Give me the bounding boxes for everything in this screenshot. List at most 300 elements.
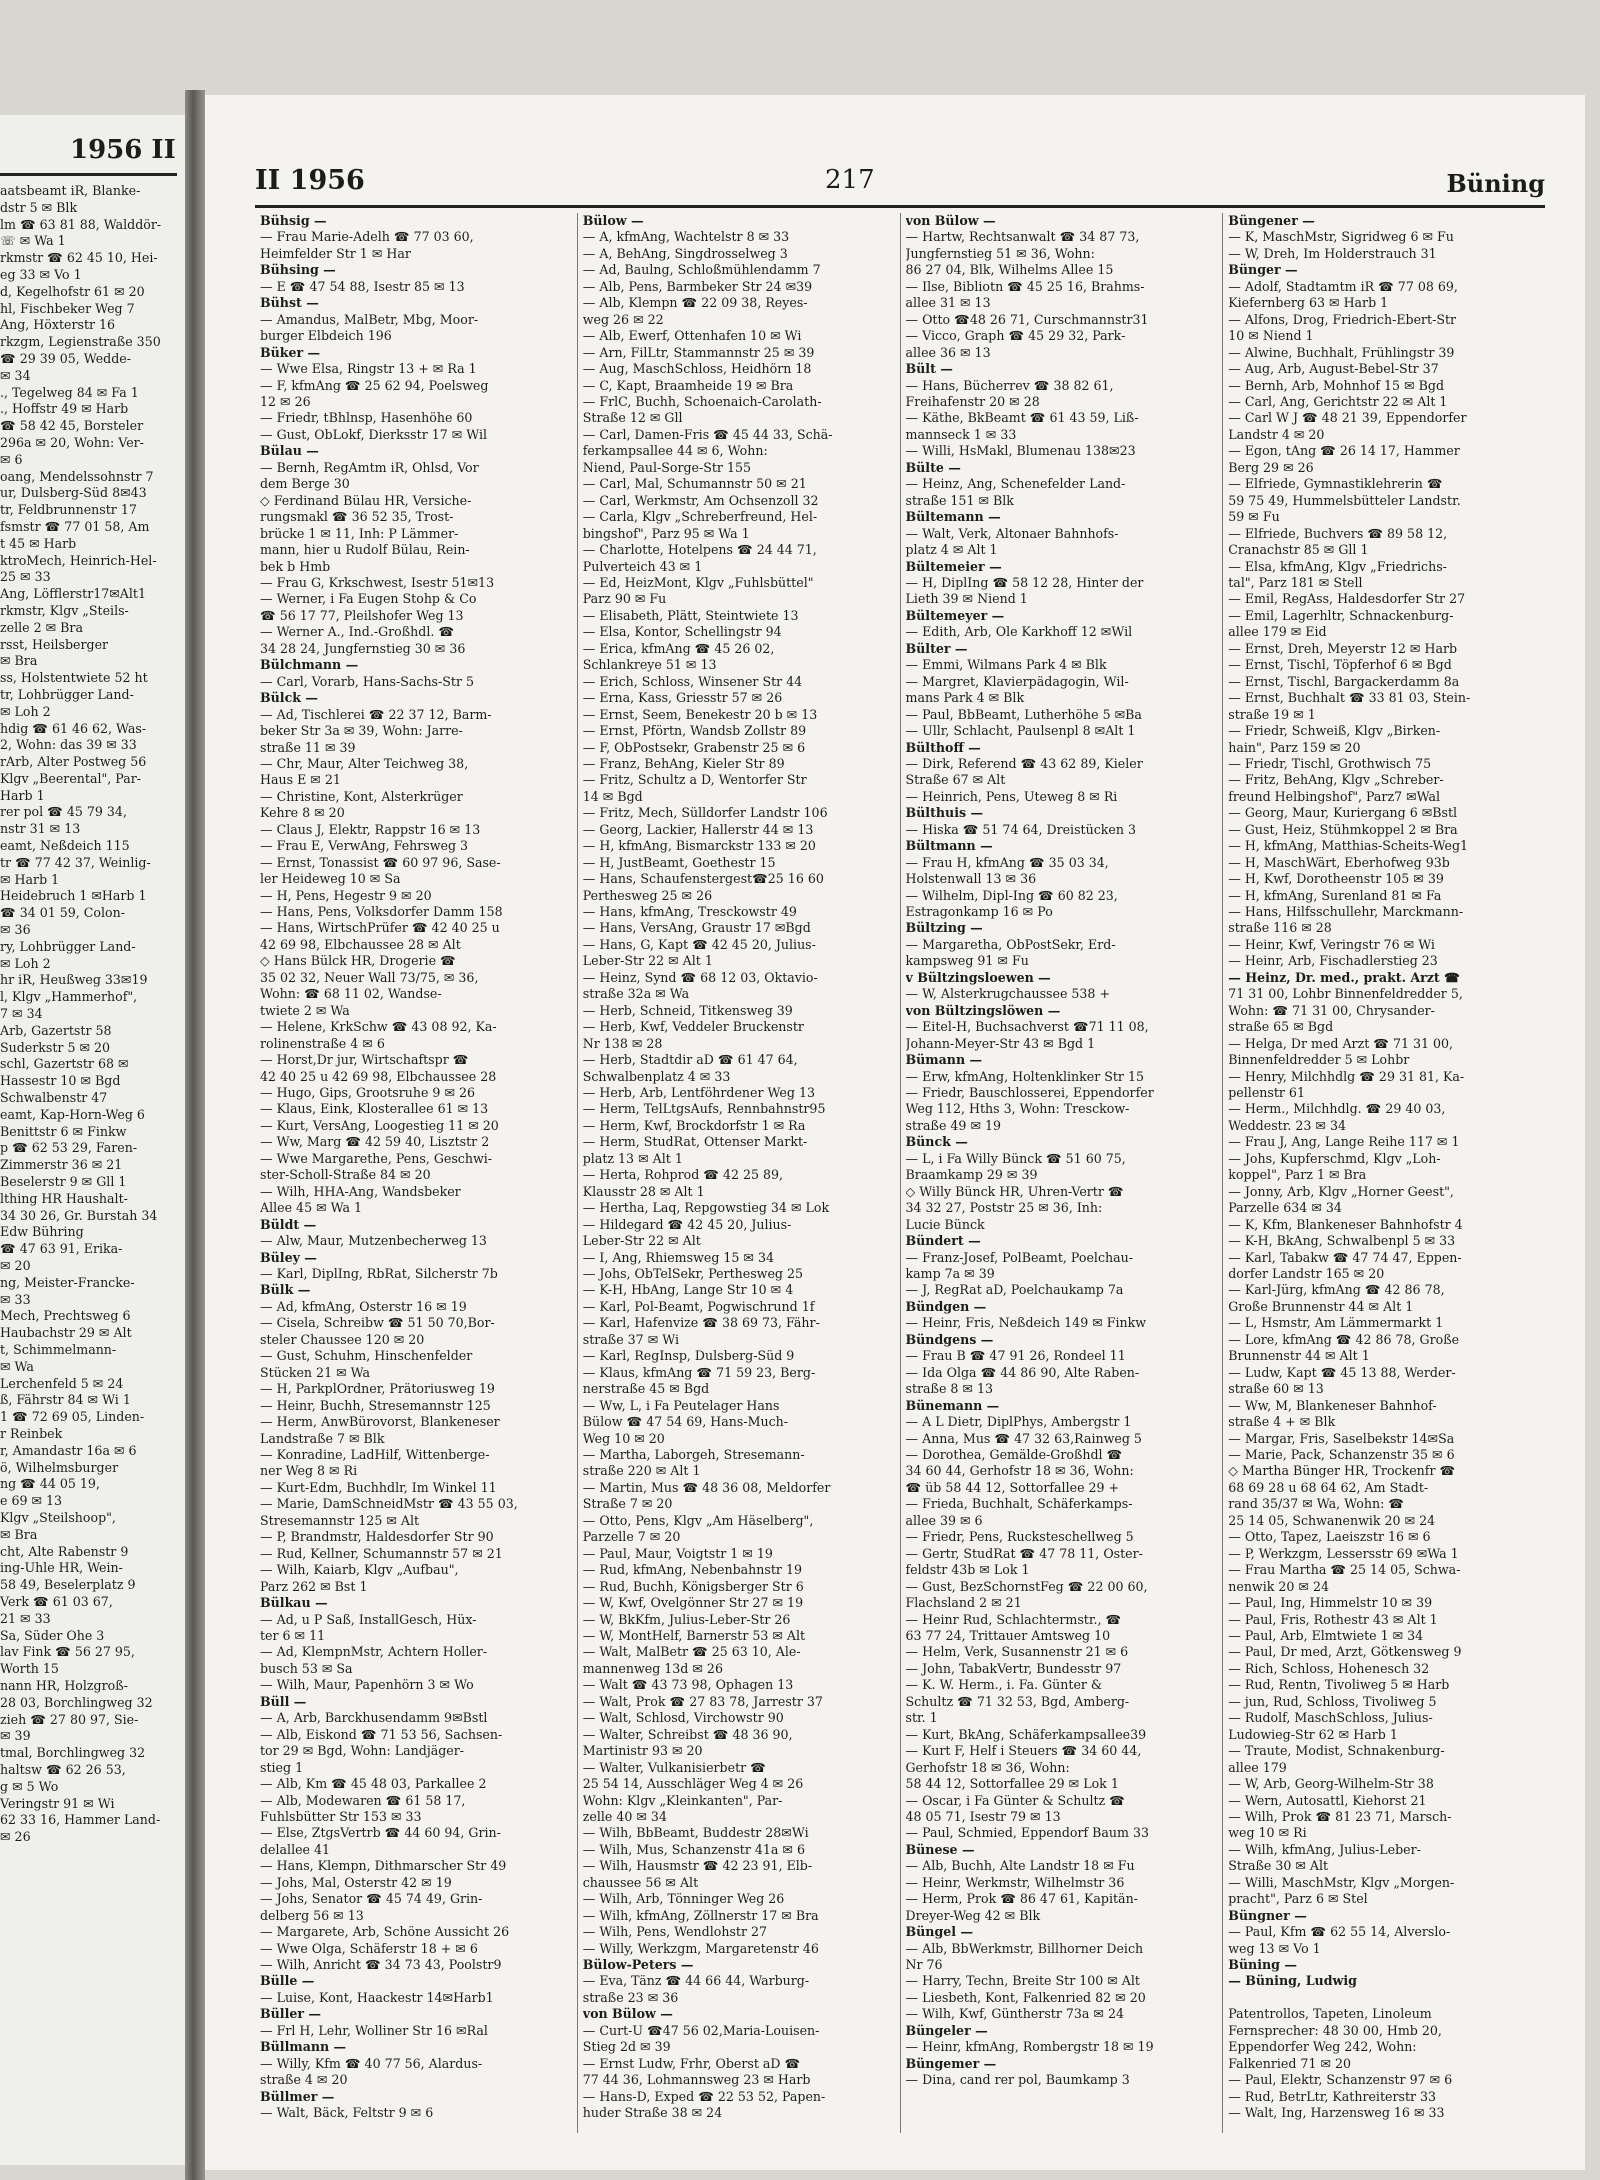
page-number: 217 bbox=[825, 165, 875, 195]
surname-heading: Bültemeier — bbox=[905, 558, 1002, 574]
surname-heading: Büngeler — bbox=[905, 2022, 988, 2038]
directory-entry: beker Str 3a ✉ 39, Wohn: Jarre- bbox=[260, 723, 463, 739]
previous-page-line: Schwalbenstr 47 bbox=[0, 1090, 108, 1106]
directory-entry: — Gust, ObLokf, Dierksstr 17 ✉ Wil bbox=[260, 426, 488, 442]
directory-entry: — Dorothea, Gemälde-Großhdl ☎ bbox=[905, 1446, 1123, 1462]
directory-entry: mann, hier u Rudolf Bülau, Rein- bbox=[260, 542, 470, 558]
directory-entry: — Liesbeth, Kont, Falkenried 82 ✉ 20 bbox=[905, 1989, 1146, 2005]
previous-page-line: rer pol ☎ 45 79 34, bbox=[0, 804, 127, 820]
directory-entry: 77 44 36, Lohmannsweg 23 ✉ Harb bbox=[582, 2072, 811, 2088]
directory-entry: mannseck 1 ✉ 33 bbox=[905, 426, 1017, 442]
directory-entry: — Karl, Hafenvize ☎ 38 69 73, Fähr- bbox=[582, 1315, 820, 1331]
directory-entry: Landstr 4 ✉ 20 bbox=[1228, 426, 1325, 442]
surname-heading: von Bülow — bbox=[905, 213, 996, 228]
previous-page-line: 58 49, Beselerplatz 9 bbox=[0, 1577, 136, 1593]
previous-page-line: tr, Feldbrunnenstr 17 bbox=[0, 502, 137, 518]
previous-page-line: Harb 1 bbox=[0, 787, 45, 803]
directory-entry: — Elfriede, Buchvers ☎ 89 58 12, bbox=[1228, 525, 1448, 541]
directory-entry: — A, BehAng, Singdrosselweg 3 bbox=[582, 245, 788, 261]
previous-page-line: ☎ 34 01 59, Colon- bbox=[0, 905, 125, 921]
directory-entry: 86 27 04, Blk, Wilhelms Allee 15 bbox=[905, 262, 1114, 278]
directory-entry: — Alw, Maur, Mutzenbecherweg 13 bbox=[260, 1233, 487, 1249]
directory-entry: — Cisela, Schreibw ☎ 51 50 70,Bor- bbox=[260, 1315, 495, 1331]
directory-entry: — Frau J, Ang, Lange Reihe 117 ✉ 1 bbox=[1228, 1134, 1460, 1150]
directory-entry: Straße 67 ✉ Alt bbox=[905, 772, 1006, 788]
directory-entry: — Hildegard ☎ 42 45 20, Julius- bbox=[582, 1216, 792, 1232]
directory-entry: — Otto, Pens, Klgv „Am Häselberg", bbox=[582, 1512, 814, 1528]
directory-entry: — Helga, Dr med Arzt ☎ 71 31 00, bbox=[1228, 1035, 1454, 1051]
surname-heading: Bündgens — bbox=[905, 1331, 994, 1347]
directory-entry: weg 10 ✉ Ri bbox=[1228, 1825, 1307, 1841]
directory-entry: — F, kfmAng ☎ 25 62 94, Poelsweg bbox=[260, 377, 489, 393]
surname-heading: Bülthuis — bbox=[905, 805, 984, 821]
directory-entry: — Alb, Modewaren ☎ 61 58 17, bbox=[260, 1792, 466, 1808]
surname-heading: Bülter — bbox=[905, 640, 968, 656]
directory-entry: — Werner, i Fa Eugen Stohp & Co bbox=[260, 591, 477, 607]
previous-page-line: nstr 31 ✉ 13 bbox=[0, 821, 81, 837]
page-header bbox=[255, 165, 1545, 205]
directory-entry: — Fritz, Mech, Sülldorfer Landstr 106 bbox=[582, 805, 828, 821]
directory-entry: Straße 30 ✉ Alt bbox=[1228, 1858, 1329, 1874]
directory-entry: — Aug, MaschSchloss, Heidhörn 18 bbox=[582, 361, 812, 377]
directory-entry: Klausstr 28 ✉ Alt 1 bbox=[582, 1183, 705, 1199]
directory-page bbox=[205, 95, 1585, 2170]
surname-heading: Bünck — bbox=[905, 1134, 968, 1150]
directory-entry: — Rudolf, MaschSchloss, Julius- bbox=[1228, 1710, 1433, 1726]
directory-entry: 25 54 14, Ausschläger Weg 4 ✉ 26 bbox=[582, 1776, 804, 1792]
directory-entry: feldstr 43b ✉ Lok 1 bbox=[905, 1562, 1030, 1578]
directory-entry: — I, Ang, Rhiemsweg 15 ✉ 34 bbox=[582, 1249, 774, 1265]
directory-entry: twiete 2 ✉ Wa bbox=[260, 1002, 350, 1018]
previous-page-line: r, Amandastr 16a ✉ 6 bbox=[0, 1442, 137, 1458]
directory-entry: — Carl, Mal, Schumannstr 50 ✉ 21 bbox=[582, 476, 807, 492]
directory-entry: Straße 12 ✉ Gll bbox=[582, 410, 683, 426]
surname-heading: Bühst — bbox=[260, 295, 319, 311]
previous-page-line: zieh ☎ 27 80 97, Sie- bbox=[0, 1711, 139, 1727]
directory-entry: — Herb, Schneid, Titkensweg 39 bbox=[582, 1002, 793, 1018]
directory-entry: — Hans, Hilfsschullehr, Marckmann- bbox=[1228, 904, 1464, 920]
directory-entry: — Martha, Laborgeh, Stresemann- bbox=[582, 1446, 805, 1462]
directory-entry: — Kurt F, Helf i Steuers ☎ 34 60 44, bbox=[905, 1743, 1142, 1759]
directory-entry: — Wilh, Kaiarb, Klgv „Aufbau", bbox=[260, 1562, 459, 1578]
previous-page-line: lm ☎ 63 81 88, Walddör- bbox=[0, 216, 162, 232]
directory-entry: — Friedr, Pens, Rucksteschellweg 5 bbox=[905, 1529, 1134, 1545]
directory-entry: — Hugo, Gips, Grootsruhe 9 ✉ 26 bbox=[260, 1085, 476, 1101]
directory-entry: — Wwe Margarethe, Pens, Geschwi- bbox=[260, 1150, 493, 1166]
directory-entry: — Ida Olga ☎ 44 86 90, Alte Raben- bbox=[905, 1364, 1140, 1380]
directory-entry: delberg 56 ✉ 13 bbox=[260, 1907, 364, 1923]
directory-entry: Binnenfeldredder 5 ✉ Lohbr bbox=[1228, 1052, 1410, 1068]
directory-entry: — Heinr, Arb, Fischadlerstieg 23 bbox=[1228, 953, 1438, 969]
previous-page-line: e 69 ✉ 13 bbox=[0, 1493, 63, 1509]
directory-entry: — Wilh, kfmAng, Zöllnerstr 17 ✉ Bra bbox=[582, 1907, 819, 1923]
directory-entry: — Walt, Prok ☎ 27 83 78, Jarrestr 37 bbox=[582, 1693, 823, 1709]
directory-entry: chaussee 56 ✉ Alt bbox=[582, 1874, 699, 1890]
directory-entry: — Gertr, StudRat ☎ 47 78 11, Oster- bbox=[905, 1545, 1143, 1561]
directory-entry: — Horst,Dr jur, Wirtschaftspr ☎ bbox=[260, 1052, 469, 1068]
previous-page-line: ✉ 34 bbox=[0, 367, 31, 383]
directory-entry: — Carl, Damen-Fris ☎ 45 44 33, Schä- bbox=[582, 426, 833, 442]
directory-entry: dem Berge 30 bbox=[260, 476, 350, 492]
directory-entry: — Traute, Modist, Schnakenburg- bbox=[1228, 1743, 1445, 1759]
previous-page-line: ö, Wilhelmsburger bbox=[0, 1459, 119, 1475]
directory-entry: — Hans, WirtschPrüfer ☎ 42 40 25 u bbox=[260, 920, 500, 936]
directory-entry: — Ernst, Seem, Benekestr 20 b ✉ 13 bbox=[582, 706, 818, 722]
surname-heading: Bünger — bbox=[1228, 262, 1298, 278]
directory-columns bbox=[255, 213, 1545, 2133]
directory-entry: — Margar, Fris, Saselbekstr 14✉Sa bbox=[1228, 1430, 1455, 1446]
directory-entry: tal", Parz 181 ✉ Stell bbox=[1228, 574, 1363, 590]
directory-entry: — Frau G, Krkschwest, Isestr 51✉13 bbox=[260, 574, 495, 590]
directory-entry: 58 44 12, Sottorfallee 29 ✉ Lok 1 bbox=[905, 1776, 1119, 1792]
directory-entry: — Ad, Tischlerei ☎ 22 37 12, Barm- bbox=[260, 706, 492, 722]
directory-entry: — Luise, Kont, Haackestr 14✉Harb1 bbox=[260, 1989, 494, 2005]
directory-entry: — H, kfmAng, Bismarckstr 133 ✉ 20 bbox=[582, 838, 816, 854]
previous-page-line: ✉ Bra bbox=[0, 1526, 38, 1542]
directory-entry: — Carl, Ang, Gerichtstr 22 ✉ Alt 1 bbox=[1228, 393, 1448, 409]
directory-entry: stieg 1 bbox=[260, 1759, 304, 1775]
directory-entry: — Friedr, Schweiß, Klgv „Birken- bbox=[1228, 723, 1441, 739]
previous-page-line: 2, Wohn: das 39 ✉ 33 bbox=[0, 737, 137, 753]
directory-entry: — Wilhelm, Dipl-Ing ☎ 60 82 23, bbox=[905, 887, 1118, 903]
directory-entry: — Herm, Kwf, Brockdorfstr 1 ✉ Ra bbox=[582, 1117, 806, 1133]
directory-entry: 42 40 25 u 42 69 98, Elbchaussee 28 bbox=[260, 1068, 497, 1084]
previous-page-line: tmal, Borchlingweg 32 bbox=[0, 1745, 146, 1761]
directory-entry: Gerhofstr 18 ✉ 36, Wohn: bbox=[905, 1759, 1070, 1775]
previous-page-line: Beselerstr 9 ✉ Gll 1 bbox=[0, 1174, 127, 1190]
directory-entry: 14 ✉ Bgd bbox=[582, 788, 643, 804]
directory-entry: — Bernh, Arb, Mohnhof 15 ✉ Bgd bbox=[1228, 377, 1445, 393]
directory-entry: 59 ✉ Fu bbox=[1228, 509, 1280, 525]
previous-page-line: Ang, Löfflerstr17✉Alt1 bbox=[0, 586, 146, 602]
directory-entry: Parz 262 ✉ Bst 1 bbox=[260, 1578, 368, 1594]
directory-entry: — P, Werkzgm, Lessersstr 69 ✉Wa 1 bbox=[1228, 1545, 1459, 1561]
previous-page-line: ✉ 6 bbox=[0, 451, 23, 467]
directory-entry: — Heinr, Kwf, Veringstr 76 ✉ Wi bbox=[1228, 936, 1435, 952]
previous-page-line: aatsbeamt iR, Blanke- bbox=[0, 183, 141, 198]
directory-entry: — Emil, Lagerhltr, Schnackenburg- bbox=[1228, 607, 1454, 623]
previous-page-line: ktroMech, Heinrich-Hel- bbox=[0, 552, 157, 568]
directory-entry: — Hans, G, Kapt ☎ 42 45 20, Julius- bbox=[582, 936, 816, 952]
directory-entry: Wohn: Klgv „Kleinkanten", Par- bbox=[582, 1792, 783, 1808]
directory-entry: Falkenried 71 ✉ 20 bbox=[1228, 2055, 1352, 2071]
previous-page-line: Edw Bühring bbox=[0, 1224, 84, 1240]
previous-page-edge bbox=[0, 115, 186, 2165]
directory-entry: — Heinz, Dr. med., prakt. Arzt ☎ bbox=[1228, 969, 1460, 985]
directory-entry: — Erich, Schloss, Winsener Str 44 bbox=[582, 673, 803, 689]
previous-page-line: t, Schimmelmann- bbox=[0, 1341, 117, 1357]
directory-entry: — K, Kfm, Blankeneser Bahnhofstr 4 bbox=[1228, 1216, 1463, 1232]
directory-entry: — Heinr Rud, Schlachtermstr., ☎ bbox=[905, 1611, 1122, 1627]
directory-entry: Berg 29 ✉ 26 bbox=[1228, 459, 1314, 475]
previous-page-line: ss, Holstentwiete 52 ht bbox=[0, 670, 148, 686]
previous-page-line: t 45 ✉ Harb bbox=[0, 535, 77, 551]
directory-entry: — Ww, Marg ☎ 42 59 40, Lisztstr 2 bbox=[260, 1134, 490, 1150]
previous-page-line: ng ☎ 44 05 19, bbox=[0, 1476, 100, 1492]
directory-entry: — E ☎ 47 54 88, Isestr 85 ✉ 13 bbox=[260, 278, 465, 294]
directory-entry: — Marie, DamSchneidMstr ☎ 43 55 03, bbox=[260, 1496, 518, 1512]
directory-column bbox=[577, 213, 900, 2133]
directory-entry: tor 29 ✉ Bgd, Wohn: Landjäger- bbox=[260, 1743, 465, 1759]
directory-entry: — Friedr, tBhlnsp, Hasenhöhe 60 bbox=[260, 410, 473, 426]
directory-entry: — Oscar, i Fa Günter & Schultz ☎ bbox=[905, 1792, 1125, 1808]
directory-entry: — Elsa, Kontor, Schellingstr 94 bbox=[582, 624, 782, 640]
directory-entry: nenwik 20 ✉ 24 bbox=[1228, 1578, 1329, 1594]
directory-entry: 42 69 98, Elbchaussee 28 ✉ Alt bbox=[260, 936, 461, 952]
previous-page-line: ng, Meister-Francke- bbox=[0, 1274, 135, 1290]
directory-entry: ner Weg 8 ✉ Ri bbox=[260, 1463, 358, 1479]
directory-entry: Freihafenstr 20 ✉ 28 bbox=[905, 393, 1040, 409]
directory-entry: — Hans-D, Exped ☎ 22 53 52, Papen- bbox=[582, 2088, 826, 2104]
directory-entry: Haus E ✉ 21 bbox=[260, 772, 341, 788]
directory-entry: — Friedr, Tischl, Grothwisch 75 bbox=[1228, 755, 1432, 771]
directory-entry: — Wilh, Prok ☎ 81 23 71, Marsch- bbox=[1228, 1808, 1452, 1824]
previous-page-rule bbox=[0, 173, 177, 176]
previous-page-line: ß, Fährstr 84 ✉ Wi 1 bbox=[0, 1392, 131, 1408]
directory-entry: — Johs, Senator ☎ 45 74 49, Grin- bbox=[260, 1891, 483, 1907]
directory-entry: — Werner A., Ind.-Großhdl. ☎ bbox=[260, 624, 455, 640]
directory-entry: 59 75 49, Hummelsbütteler Landstr. bbox=[1228, 492, 1461, 508]
directory-entry: pellenstr 61 bbox=[1228, 1085, 1305, 1101]
directory-entry: — Friedr, Bauschlosserei, Eppendorfer bbox=[905, 1085, 1154, 1101]
directory-entry: — Ad, KlempnMstr, Achtern Holler- bbox=[260, 1644, 488, 1660]
directory-entry: ◇ Hans Bülck HR, Drogerie ☎ bbox=[260, 953, 456, 969]
directory-entry: Braamkamp 29 ✉ 39 bbox=[905, 1167, 1038, 1183]
directory-entry: — Walt, Bäck, Feltstr 9 ✉ 6 bbox=[260, 2105, 434, 2121]
directory-entry: ◇ Ferdinand Bülau HR, Versiche- bbox=[260, 492, 472, 508]
directory-entry: — Claus J, Elektr, Rappstr 16 ✉ 13 bbox=[260, 821, 481, 837]
directory-entry: — Elisabeth, Plätt, Steintwiete 13 bbox=[582, 607, 799, 623]
directory-entry: 10 ✉ Niend 1 bbox=[1228, 328, 1314, 344]
directory-entry: — Jonny, Arb, Klgv „Horner Geest", bbox=[1228, 1183, 1454, 1199]
directory-entry: — Ad, u P Saß, InstallGesch, Hüx- bbox=[260, 1611, 477, 1627]
directory-entry: Nr 138 ✉ 28 bbox=[582, 1035, 663, 1051]
directory-entry: — Rud, Buchh, Königsberger Str 6 bbox=[582, 1578, 804, 1594]
directory-entry: — Frieda, Buchhalt, Schäferkamps- bbox=[905, 1496, 1133, 1512]
surname-heading: Bümann — bbox=[905, 1052, 983, 1068]
directory-entry: — Paul, Arb, Elmtwiete 1 ✉ 34 bbox=[1228, 1627, 1424, 1643]
directory-entry: — Walt, Schlosd, Virchowstr 90 bbox=[582, 1710, 784, 1726]
previous-page-line: dstr 5 ✉ Blk bbox=[0, 199, 78, 215]
directory-entry: — Erw, kfmAng, Holtenklinker Str 15 bbox=[905, 1068, 1144, 1084]
book-gutter bbox=[185, 90, 205, 2180]
directory-entry: — Wilh, Kwf, Güntherstr 73a ✉ 24 bbox=[905, 2006, 1124, 2022]
previous-page-line: hr iR, Heußweg 33✉19 bbox=[0, 972, 148, 988]
directory-entry: — L, i Fa Willy Bünck ☎ 51 60 75, bbox=[905, 1150, 1126, 1166]
previous-page-line: oang, Mendelssohnstr 7 bbox=[0, 468, 154, 484]
surname-heading: Bültzing — bbox=[905, 920, 983, 936]
directory-entry: straße 116 ✉ 28 bbox=[1228, 920, 1332, 936]
previous-page-line: tr, Lohbrügger Land- bbox=[0, 686, 134, 702]
directory-entry: — Willi, MaschMstr, Klgv „Morgen- bbox=[1228, 1874, 1455, 1890]
directory-entry: Pulverteich 43 ✉ 1 bbox=[582, 558, 703, 574]
directory-entry: str. 1 bbox=[905, 1710, 938, 1726]
previous-page-line: 296a ✉ 20, Wohn: Ver- bbox=[0, 434, 144, 450]
directory-entry: — Hiska ☎ 51 74 64, Dreistücken 3 bbox=[905, 821, 1136, 837]
directory-entry: steler Chaussee 120 ✉ 20 bbox=[260, 1331, 425, 1347]
directory-entry bbox=[1228, 1990, 1540, 2006]
directory-entry: — Frau H, kfmAng ☎ 35 03 34, bbox=[905, 854, 1109, 870]
directory-column bbox=[255, 213, 577, 2133]
previous-page-line: ✉ Harb 1 bbox=[0, 871, 60, 887]
directory-entry: — Ed, HeizMont, Klgv „Fuhlsbüttel" bbox=[582, 574, 814, 590]
directory-entry: — Herm, StudRat, Ottenser Markt- bbox=[582, 1134, 808, 1150]
directory-entry: dorfer Landstr 165 ✉ 20 bbox=[1228, 1266, 1385, 1281]
directory-entry: — P, Brandmstr, Haldesdorfer Str 90 bbox=[260, 1529, 494, 1545]
directory-entry: — Heinrich, Pens, Uteweg 8 ✉ Ri bbox=[905, 788, 1118, 804]
directory-entry: — Chr, Maur, Alter Teichweg 38, bbox=[260, 755, 469, 771]
directory-entry: 35 02 32, Neuer Wall 73/75, ✉ 36, bbox=[260, 969, 479, 985]
surname-heading: Büngel — bbox=[905, 1924, 974, 1940]
directory-entry: — Heinz, Synd ☎ 68 12 03, Oktavio- bbox=[582, 969, 818, 985]
directory-entry: straße 65 ✉ Bgd bbox=[1228, 1019, 1334, 1035]
directory-entry: Stücken 21 ✉ Wa bbox=[260, 1364, 370, 1380]
surname-heading: Bühsig — bbox=[260, 213, 327, 228]
directory-entry: — Johs, Mal, Osterstr 42 ✉ 19 bbox=[260, 1874, 452, 1890]
directory-entry: — Paul, Dr med, Arzt, Götkensweg 9 bbox=[1228, 1644, 1462, 1660]
directory-entry: — W, Dreh, Im Holderstrauch 31 bbox=[1228, 245, 1437, 261]
directory-entry: — H, Kwf, Dorotheenstr 105 ✉ 39 bbox=[1228, 871, 1444, 887]
directory-entry: — Walt, Verk, Altonaer Bahnhofs- bbox=[905, 525, 1119, 541]
directory-entry: — Margarete, Arb, Schöne Aussicht 26 bbox=[260, 1924, 510, 1940]
previous-page-line: rArb, Alter Postweg 56 bbox=[0, 754, 147, 770]
directory-entry: — Wilh, BbBeamt, Buddestr 28✉Wi bbox=[582, 1825, 809, 1841]
directory-entry: ferkampsallee 44 ✉ 6, Wohn: bbox=[582, 443, 768, 459]
previous-page-line: p ☎ 62 53 29, Faren- bbox=[0, 1140, 138, 1156]
directory-entry: — Johs, Kupferschmd, Klgv „Loh- bbox=[1228, 1150, 1441, 1166]
directory-entry: Große Brunnenstr 44 ✉ Alt 1 bbox=[1228, 1298, 1414, 1314]
directory-entry: — Hans, Schaufenstergest☎25 16 60 bbox=[582, 871, 824, 887]
previous-page-line: nann HR, Holzgroß- bbox=[0, 1677, 128, 1693]
directory-entry: — Karl-Jürg, kfmAng ☎ 42 86 78, bbox=[1228, 1282, 1445, 1298]
directory-entry: — H, ParkplOrdner, Prätoriusweg 19 bbox=[260, 1381, 495, 1397]
directory-entry: Weg 10 ✉ 20 bbox=[582, 1430, 665, 1446]
directory-entry: — Gust, BezSchornstFeg ☎ 22 00 60, bbox=[905, 1578, 1148, 1594]
directory-entry: straße 11 ✉ 39 bbox=[260, 739, 356, 755]
directory-entry: 48 05 71, Isestr 79 ✉ 13 bbox=[905, 1808, 1061, 1824]
directory-entry: — A, kfmAng, Wachtelstr 8 ✉ 33 bbox=[582, 229, 790, 245]
directory-entry: — A, Arb, Barckhusendamm 9✉Bstl bbox=[260, 1710, 488, 1726]
page-header-keyword: Büning bbox=[1446, 169, 1545, 198]
directory-entry: — Hans, Bücherrev ☎ 38 82 61, bbox=[905, 377, 1114, 393]
directory-entry: — Walt, Ing, Harzensweg 16 ✉ 33 bbox=[1228, 2105, 1445, 2121]
directory-entry: — Emmi, Wilmans Park 4 ✉ Blk bbox=[905, 657, 1107, 673]
directory-entry: — Kurt-Edm, Buchhdlr, Im Winkel 11 bbox=[260, 1479, 497, 1495]
directory-entry: busch 53 ✉ Sa bbox=[260, 1660, 353, 1676]
directory-entry: — Otto, Tapez, Laeiszstr 16 ✉ 6 bbox=[1228, 1529, 1431, 1545]
directory-entry: — Bernh, RegAmtm iR, Ohlsd, Vor bbox=[260, 459, 479, 475]
previous-page-line: ur, Dulsberg-Süd 8✉43 bbox=[0, 485, 147, 501]
directory-entry: ster-Scholl-Straße 84 ✉ 20 bbox=[260, 1167, 431, 1183]
surname-heading: Büldt — bbox=[260, 1216, 317, 1232]
directory-entry: Stresemannstr 125 ✉ Alt bbox=[260, 1512, 420, 1528]
previous-page-line: Hassestr 10 ✉ Bgd bbox=[0, 1073, 121, 1089]
directory-entry: Martinistr 93 ✉ 20 bbox=[582, 1743, 703, 1759]
directory-entry: — Paul, Kfm ☎ 62 55 14, Alverslo- bbox=[1228, 1924, 1451, 1940]
directory-column bbox=[900, 213, 1223, 2133]
directory-entry: Weddestr. 23 ✉ 34 bbox=[1228, 1117, 1346, 1133]
previous-page-line: 28 03, Borchlingweg 32 bbox=[0, 1694, 153, 1710]
directory-entry: — A L Dietr, DiplPhys, Ambergstr 1 bbox=[905, 1414, 1132, 1430]
directory-entry: — Carl W J ☎ 48 21 39, Eppendorfer bbox=[1228, 410, 1467, 426]
directory-entry: ◇ Willy Bünck HR, Uhren-Vertr ☎ bbox=[905, 1183, 1124, 1199]
previous-page-line: eg 33 ✉ Vo 1 bbox=[0, 266, 82, 282]
directory-entry: — C, Kapt, Braamheide 19 ✉ Bra bbox=[582, 377, 794, 393]
previous-page-line: g ✉ 5 Wo bbox=[0, 1778, 59, 1794]
directory-entry: — Wilh, Pens, Wendlohstr 27 bbox=[582, 1924, 768, 1940]
directory-entry: 34 32 27, Poststr 25 ✉ 36, Inh: bbox=[905, 1200, 1103, 1216]
directory-entry: 25 14 05, Schwanenwik 20 ✉ 24 bbox=[1228, 1512, 1436, 1528]
directory-entry: — Klaus, kfmAng ☎ 71 59 23, Berg- bbox=[582, 1364, 816, 1380]
directory-entry: allee 179 bbox=[1228, 1759, 1287, 1775]
directory-entry: straße 32a ✉ Wa bbox=[582, 986, 690, 1002]
directory-entry: allee 179 ✉ Eid bbox=[1228, 624, 1327, 640]
directory-entry: — K-H, HbAng, Lange Str 10 ✉ 4 bbox=[582, 1282, 794, 1298]
surname-heading: von Bülow — bbox=[582, 2006, 673, 2022]
directory-entry: — Wilh, Mus, Schanzenstr 41a ✉ 6 bbox=[582, 1841, 805, 1857]
directory-entry: allee 36 ✉ 13 bbox=[905, 344, 991, 360]
directory-entry: — Ernst Ludw, Frhr, Oberst aD ☎ bbox=[582, 2055, 801, 2071]
directory-entry: Flachsland 2 ✉ 21 bbox=[905, 1595, 1022, 1611]
directory-entry: — Karl, DiplIng, RbRat, Silcherstr 7b bbox=[260, 1266, 498, 1281]
directory-entry: — Else, ZtgsVertrb ☎ 44 60 94, Grin- bbox=[260, 1825, 501, 1841]
directory-entry: Schultz ☎ 71 32 53, Bgd, Amberg- bbox=[905, 1693, 1130, 1709]
directory-entry: — Eva, Tänz ☎ 44 66 44, Warburg- bbox=[582, 1973, 810, 1989]
directory-entry: — Fritz, Schultz a D, Wentorfer Str bbox=[582, 772, 807, 788]
surname-heading: Bülkau — bbox=[260, 1595, 328, 1611]
directory-entry: Jungfernstieg 51 ✉ 36, Wohn: bbox=[905, 245, 1095, 261]
directory-entry: freund Helbingshof", Parz7 ✉Wal bbox=[1228, 788, 1441, 804]
surname-heading: Büngener — bbox=[1228, 213, 1315, 228]
directory-entry: straße 37 ✉ Wi bbox=[582, 1331, 680, 1347]
directory-entry: Parzelle 7 ✉ 20 bbox=[582, 1529, 681, 1545]
directory-entry: kampsweg 91 ✉ Fu bbox=[905, 953, 1029, 969]
directory-entry: — Wilh, kfmAng, Julius-Leber- bbox=[1228, 1841, 1421, 1857]
directory-entry: — Gust, Schuhm, Hinschenfelder bbox=[260, 1348, 473, 1364]
directory-entry: Fernsprecher: 48 30 00, Hmb 20, bbox=[1228, 2022, 1442, 2038]
directory-entry: platz 4 ✉ Alt 1 bbox=[905, 542, 998, 558]
previous-page-line: rsst, Heilsberger bbox=[0, 636, 109, 652]
directory-entry: Holstenwall 13 ✉ 36 bbox=[905, 871, 1037, 887]
directory-entry: — K, MaschMstr, Sigridweg 6 ✉ Fu bbox=[1228, 229, 1454, 245]
surname-heading: Büngemer — bbox=[905, 2055, 997, 2071]
directory-entry: — Helene, KrkSchw ☎ 43 08 92, Ka- bbox=[260, 1019, 497, 1035]
directory-entry: — Erna, Kass, Griesstr 57 ✉ 26 bbox=[582, 690, 783, 706]
previous-page-line: Haubachstr 29 ✉ Alt bbox=[0, 1325, 132, 1341]
directory-entry: — Wilh, Hausmstr ☎ 42 23 91, Elb- bbox=[582, 1858, 813, 1874]
directory-entry: — W, Kwf, Ovelgönner Str 27 ✉ 19 bbox=[582, 1595, 804, 1611]
previous-page-line: rkzgm, Legienstraße 350 bbox=[0, 334, 161, 350]
directory-entry: — Wwe Olga, Schäferstr 18 + ✉ 6 bbox=[260, 1940, 478, 1956]
directory-entry: 34 28 24, Jungfernstieg 30 ✉ 36 bbox=[260, 640, 466, 656]
directory-entry: — Rich, Schloss, Hohenesch 32 bbox=[1228, 1660, 1430, 1676]
directory-entry: — Wilh, HHA-Ang, Wandsbeker bbox=[260, 1183, 461, 1199]
previous-page-line: Zimmerstr 36 ✉ 21 bbox=[0, 1157, 123, 1173]
directory-entry: Cranachstr 85 ✉ Gll 1 bbox=[1228, 542, 1369, 558]
directory-entry: Parz 90 ✉ Fu bbox=[582, 591, 667, 607]
directory-entry: — H, JustBeamt, Goethestr 15 bbox=[582, 854, 776, 870]
directory-entry: — Ad, Baulng, Schloßmühlendamm 7 bbox=[582, 262, 821, 278]
previous-page-line: Heidebruch 1 ✉Harb 1 bbox=[0, 888, 147, 904]
directory-entry: — Käthe, BkBeamt ☎ 61 43 59, Liß- bbox=[905, 410, 1139, 426]
previous-page-line: lthing HR Haushalt- bbox=[0, 1190, 128, 1206]
directory-entry: — Adolf, Stadtamtm iR ☎ 77 08 69, bbox=[1228, 278, 1458, 294]
surname-heading: Büley — bbox=[260, 1249, 317, 1265]
previous-page-line: schl, Gazertstr 68 ✉ bbox=[0, 1056, 129, 1072]
directory-entry: — Herb, Kwf, Veddeler Bruckenstr bbox=[582, 1019, 804, 1035]
directory-entry: — Marie, Pack, Schanzenstr 35 ✉ 6 bbox=[1228, 1446, 1455, 1462]
directory-entry: — Rud, Kellner, Schumannstr 57 ✉ 21 bbox=[260, 1545, 503, 1561]
